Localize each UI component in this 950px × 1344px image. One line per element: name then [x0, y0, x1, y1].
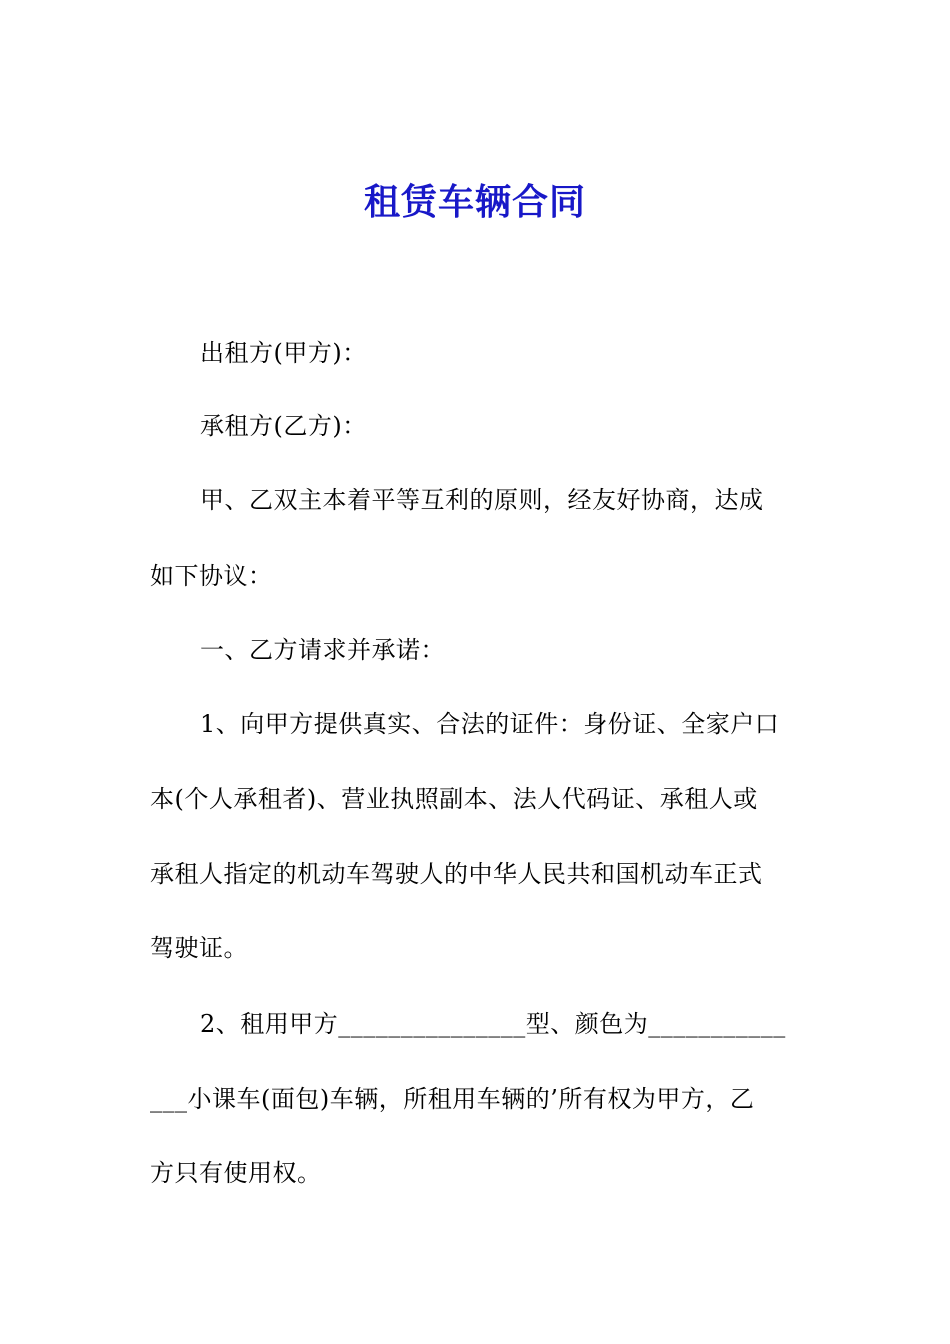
lessor-line: 出租方(甲方)： [200, 339, 367, 367]
clause-2-line-1: 2、租用甲方_______________型、颜色为___________ [200, 1010, 786, 1038]
preamble-line-2: 如下协议： [150, 562, 273, 590]
clause-1-line-1: 1、向甲方提供真实、合法的证件：身份证、全家户口 [200, 710, 780, 738]
clause-1-line-2: 本(个人承租者)、营业执照副本、法人代码证、承租人或 [150, 785, 758, 813]
clause-1-line-4: 驾驶证。 [150, 934, 248, 962]
section-one-heading: 一、乙方请求并承诺： [200, 636, 445, 664]
preamble-line-1: 甲、乙双主本着平等互利的原则，经友好协商，达成 [200, 486, 764, 514]
document-title: 租赁车辆合同 [363, 181, 586, 223]
clause-2-line-3: 方只有使用权。 [150, 1159, 322, 1187]
lessee-line: 承租方(乙方)： [200, 412, 367, 440]
clause-2-line-2: ___小课车(面包)车辆，所租用车辆的’所有权为甲方，乙 [150, 1085, 755, 1113]
clause-1-line-3: 承租人指定的机动车驾驶人的中华人民共和国机动车正式 [150, 860, 763, 888]
